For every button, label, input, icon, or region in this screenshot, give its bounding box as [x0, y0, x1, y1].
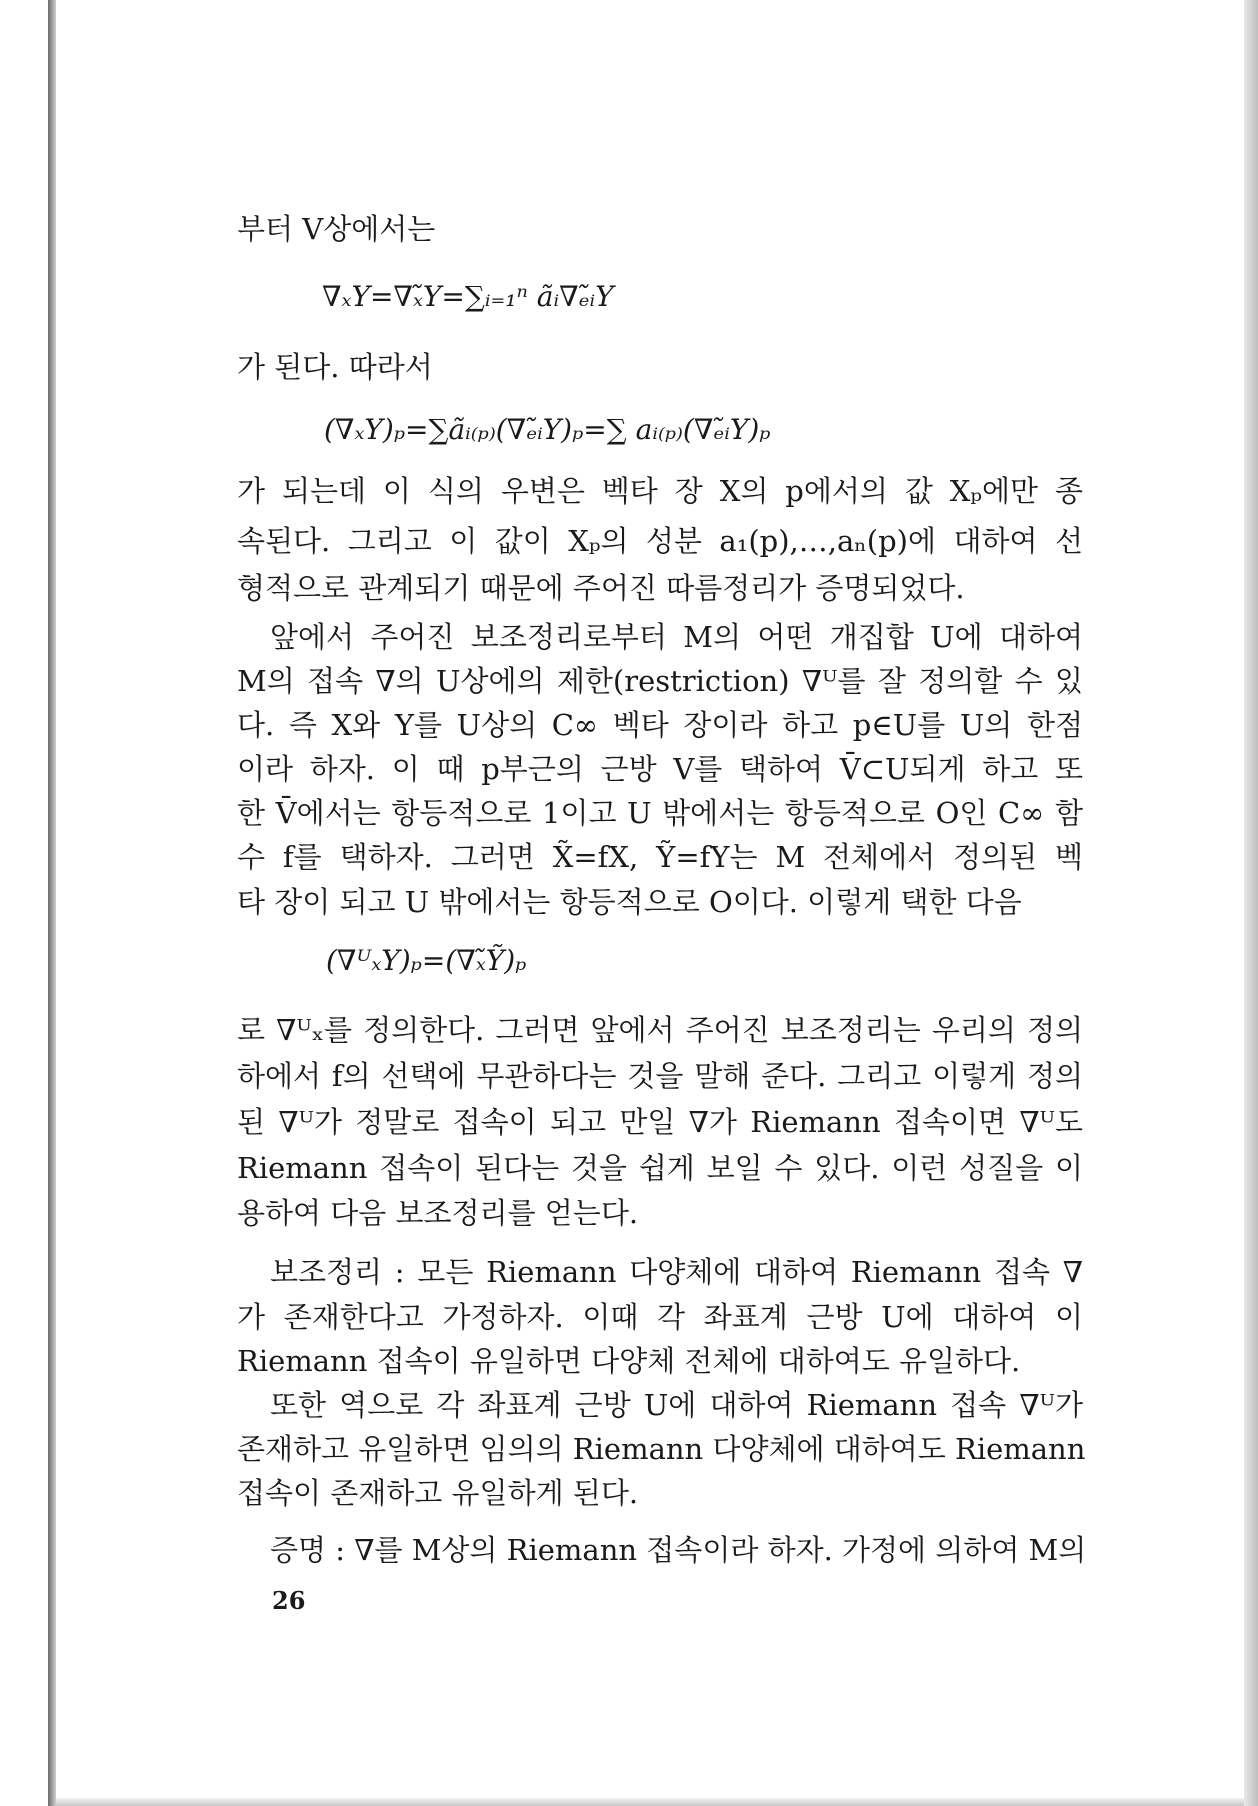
equation: (∇ᵁₓY)ₚ=(∇ₓ̃Ỹ)ₚ [326, 944, 527, 977]
text-line: 가 된다. 따라서 [237, 350, 433, 384]
text-line: 형적으로 관계되기 때문에 주어진 따름정리가 증명되었다. [237, 571, 965, 605]
paragraph-first-line: 또한 역으로 각 좌표계 근방 U에 대하여 Riemann 접속 ∇ᵁ가 [270, 1388, 1083, 1422]
text-line: 하에서 f의 선택에 무관하다는 것을 말해 준다. 그리고 이렇게 정의 [237, 1059, 1083, 1093]
paragraph-first-line: 앞에서 주어진 보조정리로부터 M의 어떤 개집합 U에 대하여 [270, 620, 1083, 654]
equation: ∇ₓY=∇ₓ̃Y=∑ᵢ₌₁ⁿ ãᵢ∇ₑ̃ᵢY [322, 280, 614, 313]
proof-start: 증명 : ∇를 M상의 Riemann 접속이라 하자. 가정에 의하여 M의 [270, 1533, 1087, 1567]
equation: (∇ₓY)ₚ=∑ãᵢ₍ₚ₎(∇ₑ̃ᵢY)ₚ=∑ aᵢ₍ₚ₎(∇ₑ̃ᵢY)ₚ [324, 413, 771, 446]
text-line: 접속이 존재하고 유일하게 된다. [237, 1476, 639, 1510]
text-line: 된 ∇ᵁ가 정말로 접속이 되고 만일 ∇가 Riemann 접속이면 ∇ᵁ도 [237, 1105, 1083, 1139]
page-binding-shadow [48, 0, 56, 1806]
text-line: 다. 즉 X와 Y를 U상의 C∞ 벡타 장이라 하고 p∈U를 U의 한점 [237, 708, 1083, 742]
text-line: 이라 하자. 이 때 p부근의 근방 V를 택하여 V̄⊂U되게 하고 또 [237, 752, 1083, 786]
page-number: 26 [272, 1586, 306, 1615]
text-line: 로 ∇ᵁₓ를 정의한다. 그러면 앞에서 주어진 보조정리는 우리의 정의 [237, 1013, 1083, 1047]
text-line: 타 장이 되고 U 밖에서는 항등적으로 O이다. 이렇게 택한 다음 [237, 885, 1022, 919]
page-edge-bottom [56, 1798, 1244, 1806]
text-line: 부터 V상에서는 [237, 212, 436, 246]
text-line: 속된다. 그리고 이 값이 Xₚ의 성분 a₁(p),…,aₙ(p)에 대하여 선 [237, 524, 1083, 558]
text-line: 가 존재한다고 가정하자. 이때 각 좌표계 근방 U에 대하여 이 [237, 1300, 1083, 1334]
text-line: M의 접속 ∇의 U상에의 제한(restriction) ∇ᵁ를 잘 정의할 수 있 [237, 664, 1083, 698]
text-line: 존재하고 유일하면 임의의 Riemann 다양체에 대하여도 Riemann [237, 1432, 1086, 1466]
text-line: 수 f를 택하자. 그러면 X̃=fX, Ỹ=fY는 M 전체에서 정의된 벡 [237, 840, 1083, 874]
text-line: 가 되는데 이 식의 우변은 벡타 장 X의 p에서의 값 Xₚ에만 종 [237, 474, 1083, 508]
text-line: Riemann 접속이 된다는 것을 쉽게 보일 수 있다. 이런 성질을 이 [237, 1151, 1083, 1185]
text-line: 한 V̄에서는 항등적으로 1이고 U 밖에서는 항등적으로 O인 C∞ 함 [237, 796, 1083, 830]
page-edge-right [1244, 0, 1258, 1806]
lemma-statement: 보조정리 : 모든 Riemann 다양체에 대하여 Riemann 접속 ∇ [270, 1255, 1083, 1289]
text-line: Riemann 접속이 유일하면 다양체 전체에 대하여도 유일하다. [237, 1344, 1021, 1378]
text-line: 용하여 다음 보조정리를 얻는다. [237, 1196, 639, 1230]
